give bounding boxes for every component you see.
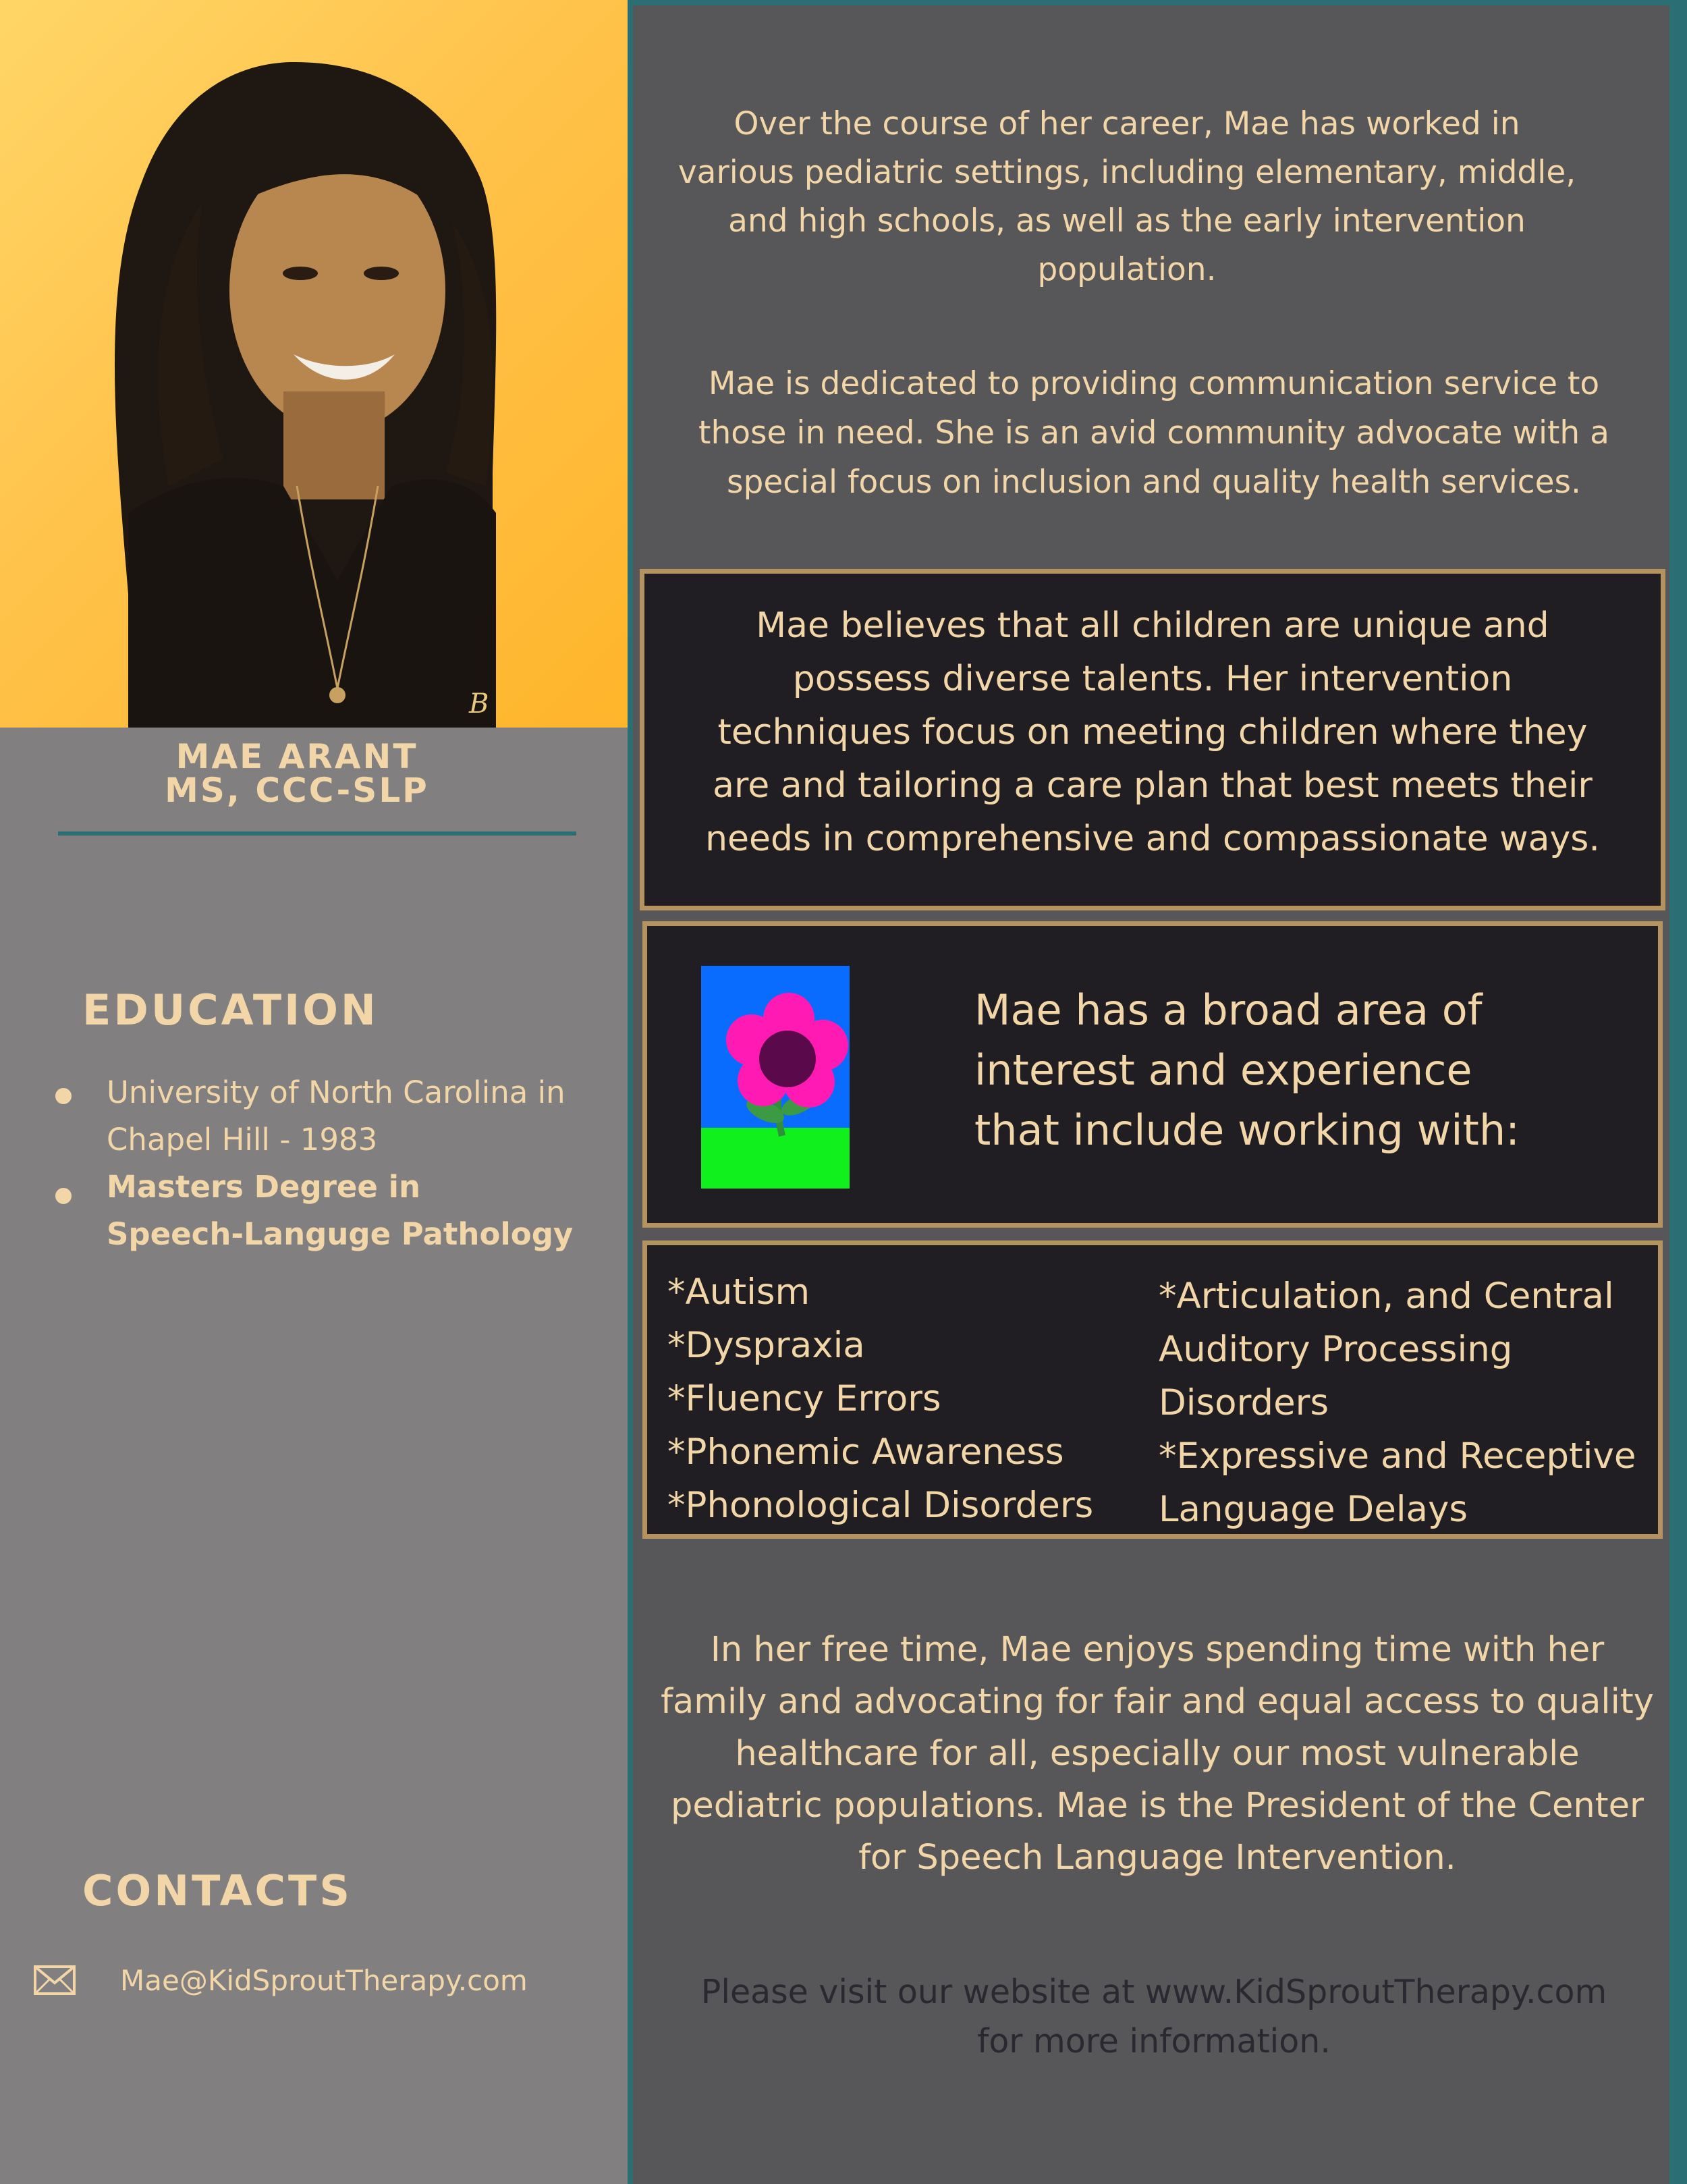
interest-line: interest and experience (974, 1045, 1472, 1095)
website-line: for more information. (977, 2022, 1331, 2060)
education-heading: EDUCATION (82, 985, 379, 1035)
website-line[interactable]: Please visit our website at www.KidSproutTherapy.com (700, 1973, 1607, 2011)
areas-column-left (667, 1265, 1093, 1532)
bullet-icon (55, 1188, 72, 1204)
contacts-heading: CONTACTS (82, 1866, 353, 1915)
area-item: *Expressive and Receptive (1159, 1436, 1636, 1477)
area-item: *Phonemic Awareness (667, 1431, 1064, 1473)
areas-column-right (1159, 1270, 1636, 1536)
interest-line: Mae has a broad area of (974, 985, 1483, 1035)
paragraph-line: pediatric populations. Mae is the President of the Center (670, 1786, 1644, 1826)
belief-line: Mae believes that all children are unique and (756, 605, 1549, 646)
education-list (54, 1069, 614, 1258)
portrait-photo (0, 0, 628, 728)
belief-line: needs in comprehensive and compassionate ways. (705, 819, 1600, 859)
belief-line: are and tailoring a care plan that best meets their (713, 765, 1593, 806)
paragraph-line: for Speech Language Intervention. (858, 1838, 1456, 1878)
paragraph-line: and high schools, as well as the early intervention (728, 202, 1526, 240)
website-note (668, 1967, 1640, 2066)
belief-line: possess diverse talents. Her intervention (792, 659, 1513, 699)
education-item-line: Speech-Languge Pathology (107, 1216, 574, 1252)
area-item: Disorders (1159, 1382, 1329, 1423)
belief-box (640, 569, 1665, 910)
areas-box (642, 1240, 1663, 1539)
envelope-icon (34, 1965, 76, 1995)
person-name: MAE ARANT (175, 737, 418, 776)
area-item: Auditory Processing (1159, 1329, 1513, 1370)
education-item-line: Chapel Hill - 1983 (107, 1122, 378, 1157)
paragraph-line: population. (1037, 251, 1217, 288)
left-sidebar (0, 0, 628, 2184)
name-divider (58, 831, 576, 836)
paragraph-line: Over the course of her career, Mae has worked in (734, 105, 1520, 142)
belief-line: techniques focus on meeting children where they (717, 712, 1588, 753)
flower-icon (701, 966, 850, 1189)
contact-email-row (34, 1960, 528, 2000)
area-item: *Dyspraxia (667, 1325, 865, 1366)
paragraph-line: healthcare for all, especially our most vulnerable (735, 1734, 1580, 1774)
photo-signature: B (469, 688, 489, 719)
area-item: *Phonological Disorders (667, 1485, 1094, 1526)
paragraph-line: special focus on inclusion and quality health services. (727, 464, 1581, 501)
paragraph-line: Mae is dedicated to providing communication service to (708, 365, 1600, 402)
email-link[interactable]: Mae@KidSproutTherapy.com (120, 1963, 528, 1997)
name-block (0, 737, 594, 810)
education-item-university (54, 1069, 614, 1164)
education-item-line: University of North Carolina in (107, 1074, 565, 1110)
paragraph-line: family and advocating for fair and equal access to quality (661, 1682, 1654, 1722)
portrait-illustration (0, 0, 628, 728)
bullet-icon (55, 1088, 72, 1104)
paragraph-line: those in need. She is an avid community advocate with a (698, 414, 1609, 452)
interest-line: that include working with: (974, 1105, 1520, 1155)
area-item: *Autism (667, 1272, 810, 1313)
free-time-paragraph (655, 1624, 1660, 1884)
person-credentials: MS, CCC-SLP (165, 771, 429, 810)
interest-box (642, 921, 1663, 1228)
area-item: *Fluency Errors (667, 1378, 941, 1419)
education-item-line: Masters Degree in (107, 1169, 421, 1205)
paragraph-line: various pediatric settings, including elementary, middle, (677, 154, 1576, 191)
belief-text (665, 599, 1640, 866)
area-item: Language Delays (1159, 1489, 1468, 1530)
area-item: *Articulation, and Central (1159, 1276, 1614, 1317)
interest-text (974, 980, 1582, 1160)
education-item-masters (54, 1164, 614, 1258)
left-border (628, 0, 633, 2184)
top-border (628, 0, 1687, 5)
paragraph-line: In her free time, Mae enjoys spending time with her (710, 1630, 1605, 1670)
dedication-paragraph (668, 359, 1640, 507)
career-paragraph (648, 100, 1606, 294)
right-border (1669, 0, 1687, 2184)
